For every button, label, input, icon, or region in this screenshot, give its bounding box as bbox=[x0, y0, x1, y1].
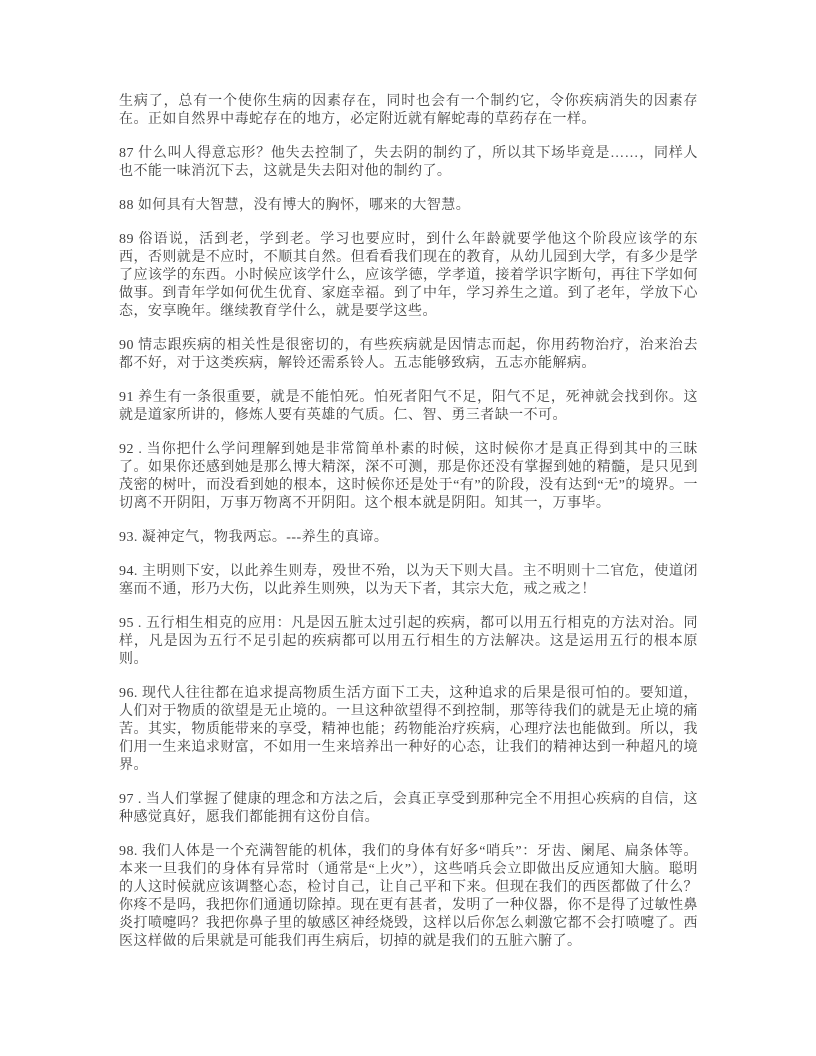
paragraph-93: 93. 凝神定气，物我两忘。---养生的真谛。 bbox=[119, 530, 389, 545]
paragraph-95: 95 . 五行相生相克的应用：凡是因五脏太过引起的疾病，都可以用五行相克的方法对治。同样，凡是因为五行不足引起的疾病都可以用五行相生的方法解决。这是运用五行的根本原则。 bbox=[119, 616, 698, 667]
paragraph-96: 96. 现代人往往都在追求提高物质生活方面下工夫，这种追求的后果是很可怕的。要知道，人们对于物质的欲望是无止境的。一旦这种欲望得不到控制，那等待我们的就是无止境的痛苦。其实，物质能带来的享受，精神也能；药物能治疗疾病，心理疗法也能做到。所以，我们用一生来追求财富，不如用一生来培养出一种好的心态，让我们的精神达到一种超凡的境界。 bbox=[119, 686, 698, 773]
paragraph-97: 97 . 当人们掌握了健康的理念和方法之后，会真正享受到那种完全不用担心疾病的自信，这种感觉真好，愿我们都能拥有这份自信。 bbox=[119, 792, 698, 825]
paragraph-87: 87 什么叫人得意忘形？他失去控制了，失去阴的制约了，所以其下场毕竟是……，同样人也不能一味消沉下去，这就是失去阳对他的制约了。 bbox=[119, 146, 698, 179]
document-body bbox=[119, 93, 698, 951]
paragraph-92: 92 . 当你把什么学问理解到她是非常简单朴素的时候，这时候你才是真正得到其中的三昧了。如果你还感到她是那么博大精深，深不可测，那是你还没有掌握到她的精髓，是只见到茂密的树叶，而没看到她的根本，这时候你还是处于“有”的阶段，没有达到“无”的境界。一切离不开阴阳，万事万物离不开阴阳。这个根本就是阴阳。知其一，万事毕。 bbox=[119, 442, 698, 511]
paragraph-continuation: 生病了，总有一个使你生病的因素存在，同时也会有一个制约它，令你疾病消失的因素存在。正如自然界中毒蛇存在的地方，必定附近就有解蛇毒的草药存在一样。 bbox=[119, 94, 698, 127]
paragraph-89: 89 俗语说，活到老，学到老。学习也要应时，到什么年龄就要学他这个阶段应该学的东西，否则就是不应时，不顺其自然。但看看我们现在的教育，从幼儿园到大学，有多少是学了应该学的东西。小时候应该学什么，应该学德，学孝道，接着学识字断句，再往下学如何做事。到青年学如何优生优育、家庭幸福。到了中年，学习养生之道。到了老年，学放下心态，安享晚年。继续教育学什么，就是要学这些。 bbox=[119, 232, 698, 319]
paragraph-98: 98. 我们人体是一个充满智能的机体，我们的身体有好多“哨兵”：牙齿、阑尾、扁条体等。本来一旦我们的身体有异常时（通常是“上火”），这些哨兵会立即做出反应通知大脑。聪明的人这时候就应该调整心态，检讨自己，让自己平和下来。但现在我们的西医都做了什么？你疼不是吗，我把你们通通切除掉。现在更有甚者，发明了一种仪器，你不是得了过敏性鼻炎打喷嚏吗？我把你鼻子里的敏感区神经烧毁，这样以后你怎么刺激它都不会打喷嚏了。西医这样做的后果就是可能我们再生病后，切掉的就是我们的五脏六腑了。 bbox=[119, 844, 698, 949]
paragraph-94: 94. 主明则下安，以此养生则寿，殁世不殆，以为天下则大昌。主不明则十二官危，使道闭塞而不通，形乃大伤，以此养生则殃，以为天下者，其宗大危，戒之戒之！ bbox=[119, 564, 698, 597]
paragraph-91: 91 养生有一条很重要，就是不能怕死。怕死者阳气不足，阳气不足，死神就会找到你。这就是道家所讲的，修炼人要有英雄的气质。仁、智、勇三者缺一不可。 bbox=[119, 390, 698, 423]
paragraph-88: 88 如何具有大智慧，没有博大的胸怀，哪来的大智慧。 bbox=[119, 198, 471, 213]
paragraph-90: 90 情志跟疾病的相关性是很密切的，有些疾病就是因情志而起，你用药物治疗，治来治去都不好，对于这类疾病，解铃还需系铃人。五志能够致病，五志亦能解病。 bbox=[119, 338, 698, 371]
